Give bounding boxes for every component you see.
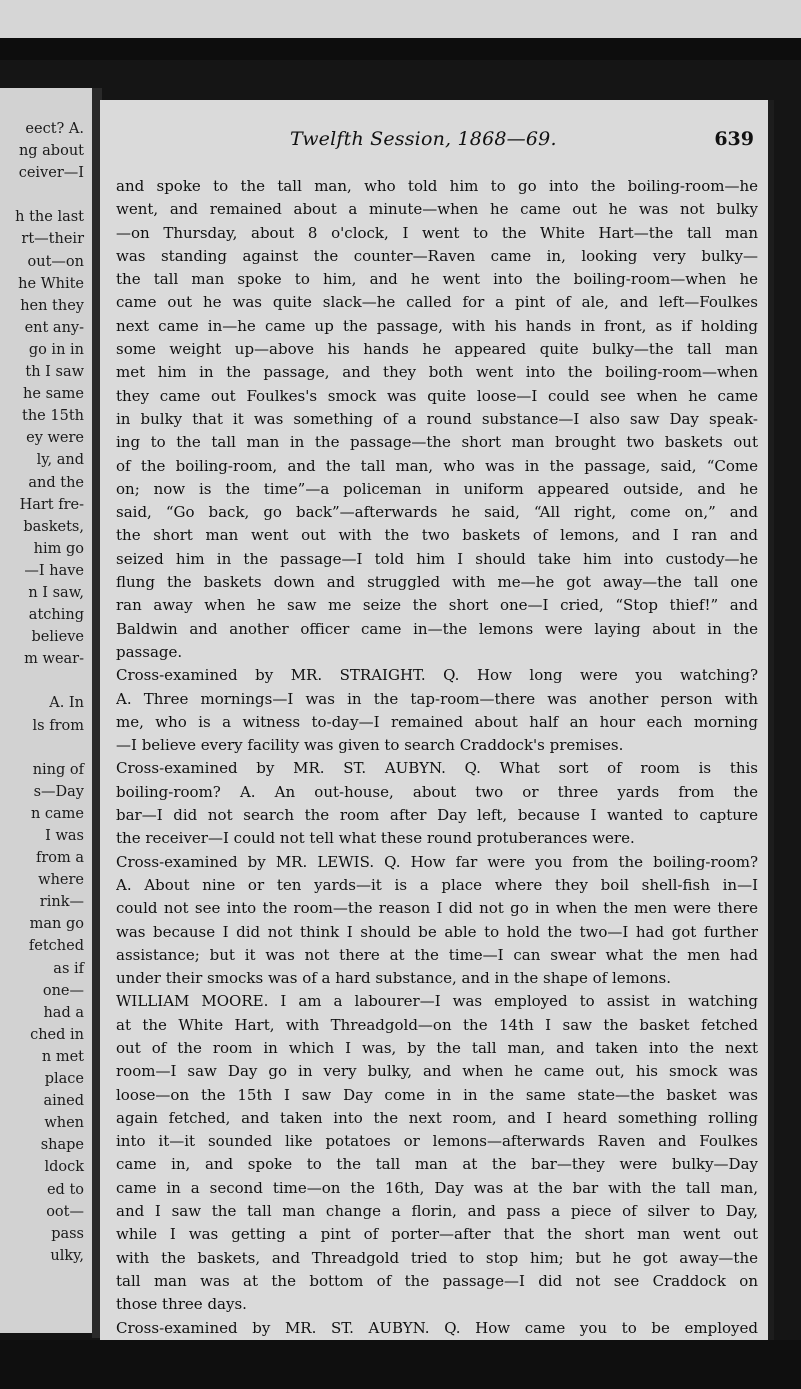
text-line: came in a second time—on the 16th, Day was at the bar with the tall man, [116, 1178, 758, 1197]
facing-page-line: fetched [28, 938, 84, 955]
facing-page-line: believe [31, 629, 84, 646]
facing-page-line: n met [41, 1048, 84, 1065]
facing-page-line: he White [18, 275, 84, 292]
text-line: A. Three mornings—I was in the tap-room—there was another person with [116, 689, 758, 708]
page-header [100, 128, 768, 158]
facing-page-line: man go [29, 916, 84, 933]
text-line: said, “Go back, go back”—afterwards he said, “All right, come on,” and [116, 503, 758, 522]
facing-page-line: th I saw [25, 364, 84, 381]
facing-page-line: where [38, 872, 84, 889]
facing-page-line: n I saw, [28, 584, 84, 601]
facing-page-line: ceiver—I [18, 165, 84, 182]
text-line: was because I did not think I should be able to hold the two—I had got further [116, 922, 758, 941]
text-line: the tall man spoke to him, and he went into the boiling-room—when he [116, 270, 758, 289]
facing-page-line: ed to [46, 1181, 84, 1198]
facing-page-line: ng about [18, 143, 84, 160]
facing-page-line: ls from [32, 717, 84, 734]
facing-page-line: and the [28, 474, 84, 491]
text-line: was standing against the counter—Raven came in, looking very bulky— [116, 246, 758, 265]
facing-page-line: as if [53, 960, 84, 977]
text-line: —on Thursday, about 8 o'clock, I went to the White Hart—the tall man [116, 223, 758, 242]
facing-page-line: A. In [49, 695, 84, 712]
text-line: came out he was quite slack—he called for a pint of ale, and left—Foulkes [116, 293, 758, 312]
facing-page-line: ained [43, 1093, 84, 1110]
facing-page-line: —I have [24, 562, 84, 579]
facing-page-line: oot— [46, 1203, 84, 1220]
main-page [100, 100, 774, 1340]
facing-page-line: m wear- [24, 651, 84, 668]
text-line: room—I saw Day go in very bulky, and when he came out, his smock was [116, 1062, 758, 1081]
facing-page-line: atching [28, 607, 84, 624]
text-line: they came out Foulkes's smock was quite loose—I could see when he came [116, 386, 758, 405]
text-line: Cross-examined by MR. ST. AUBYN. Q. What sort of room is this [116, 759, 758, 778]
facing-page-line [0, 737, 84, 759]
text-line: out of the room in which I was, by the tall man, and taken into the next [116, 1038, 758, 1057]
text-line: while I was getting a pint of porter—after that the short man went out [116, 1225, 758, 1244]
text-line: at the White Hart, with Threadgold—on the 14th I saw the basket fetched [116, 1015, 758, 1034]
book-top-edge [0, 38, 801, 60]
page-number: 639 [714, 128, 754, 150]
text-line: —I believe every facility was given to search Craddock's premises. [116, 736, 624, 755]
facing-page-line: hen they [20, 297, 84, 314]
text-line: met him in the passage, and they both went into the boiling-room—when [116, 363, 758, 382]
text-line: with the baskets, and Threadgold tried to stop him; but he got away—the [116, 1248, 758, 1267]
facing-page-line: rt—their [21, 231, 84, 248]
text-line: assistance; but it was not there at the time—I can swear what the men had [116, 945, 758, 964]
text-line: on; now is the time”—a policeman in uniform appeared outside, and he [116, 479, 758, 498]
facing-page-line: ent any- [24, 319, 84, 336]
facing-page-line: had a [43, 1004, 84, 1021]
text-line: boiling-room? A. An out-house, about two or three yards from the [116, 782, 758, 801]
facing-page-line: s—Day [33, 783, 84, 800]
text-line: into it—it sounded like potatoes or lemons—afterwards Raven and Foulkes [116, 1132, 758, 1151]
text-line: of the boiling-room, and the tall man, who was in the passage, said, “Come [116, 456, 758, 475]
facing-page-line: rink— [39, 894, 84, 911]
facing-page-line: he same [23, 386, 84, 403]
facing-page-line: ldock [44, 1159, 84, 1176]
facing-page-line: go in in [28, 341, 84, 358]
text-line: went, and remained about a minute—when he came out he was not bulky [116, 200, 758, 219]
body-text [116, 175, 758, 1386]
text-line: Cross-examined by MR. LEWIS. Q. How far were you from the boiling-room? [116, 852, 758, 871]
text-line: the receiver—I could not tell what these round protuberances were. [116, 829, 635, 848]
facing-page-line: from a [35, 850, 84, 867]
text-line: ran away when he saw me seize the short one—I cried, “Stop thief!” and [116, 596, 758, 615]
facing-page-line: ulky, [50, 1247, 84, 1264]
text-line: those three days. [116, 1295, 247, 1314]
facing-page-line [0, 670, 84, 692]
text-line: Cross-examined by MR. STRAIGHT. Q. How long were you watching? [116, 666, 758, 685]
facing-page-line: baskets, [23, 518, 84, 535]
facing-page-line: ey were [26, 430, 84, 447]
facing-page-line: him go [33, 540, 84, 557]
facing-page-line: the 15th [22, 408, 84, 425]
text-line: next came in—he came up the passage, with his hands in front, as if holding [116, 316, 758, 335]
facing-page-text [0, 118, 84, 1267]
text-line: A. About nine or ten yards—it is a place where they boil shell-fish in—I [116, 875, 758, 894]
text-line: and I saw the tall man change a florin, and pass a piece of silver to Day, [116, 1202, 758, 1221]
facing-page-left [0, 88, 95, 1333]
facing-page-line: place [44, 1071, 84, 1088]
text-line: again fetched, and taken into the next room, and I heard something rolling [116, 1108, 758, 1127]
running-head: Twelfth Session, 1868—69. [290, 128, 557, 150]
facing-page-line: I was [45, 828, 84, 844]
facing-page-line [0, 184, 84, 206]
facing-page-line: h the last [15, 209, 84, 226]
text-line: the short man went out with the two baskets of lemons, and I ran and [116, 526, 758, 545]
facing-page-line: one— [42, 982, 84, 999]
text-line: WILLIAM MOORE. I am a labourer—I was employed to assist in watching [116, 992, 758, 1011]
text-line: under their smocks was of a hard substance, and in the shape of lemons. [116, 969, 671, 988]
text-line: flung the baskets down and struggled with me—he got away—the tall one [116, 573, 758, 592]
text-line: some weight up—above his hands he appeared quite bulky—the tall man [116, 340, 758, 359]
text-line: seized him in the passage—I told him I should take him into custody—he [116, 549, 758, 568]
text-line: me, who is a witness to-day—I remained about half an hour each morning [116, 712, 758, 731]
text-line: came in, and spoke to the tall man at the bar—they were bulky—Day [116, 1155, 758, 1174]
facing-page-line: n came [30, 805, 84, 822]
text-line: passage. [116, 642, 183, 661]
text-line: in bulky that it was something of a round substance—I also saw Day speak- [116, 409, 758, 428]
text-line: loose—on the 15th I saw Day come in in the same state—the basket was [116, 1085, 758, 1104]
text-line: Baldwin and another officer came in—the lemons were laying about in the [116, 619, 758, 638]
text-line: bar—I did not search the room after Day left, because I wanted to capture [116, 806, 758, 825]
facing-page-line: shape [40, 1137, 84, 1154]
facing-page-line: eect? A. [25, 121, 84, 137]
text-line: and spoke to the tall man, who told him to go into the boiling-room—he [116, 177, 758, 195]
text-line: ing to the tall man in the passage—the short man brought two baskets out [116, 433, 758, 452]
facing-page-line: pass [51, 1225, 84, 1242]
facing-page-line: ly, and [36, 452, 84, 469]
text-line: tall man was at the bottom of the passage—I did not see Craddock on [116, 1271, 758, 1290]
facing-page-line: ched in [30, 1026, 84, 1043]
book-bottom-edge [0, 1340, 801, 1389]
text-line: Cross-examined by MR. ST. AUBYN. Q. How came you to be employed [116, 1318, 758, 1337]
facing-page-line: when [44, 1115, 84, 1132]
facing-page-line: Hart fre- [19, 496, 84, 513]
facing-page-line: out—on [27, 253, 84, 270]
facing-page-line: ning of [32, 761, 84, 778]
text-line: could not see into the room—the reason I did not go in when the men were there [116, 899, 758, 918]
